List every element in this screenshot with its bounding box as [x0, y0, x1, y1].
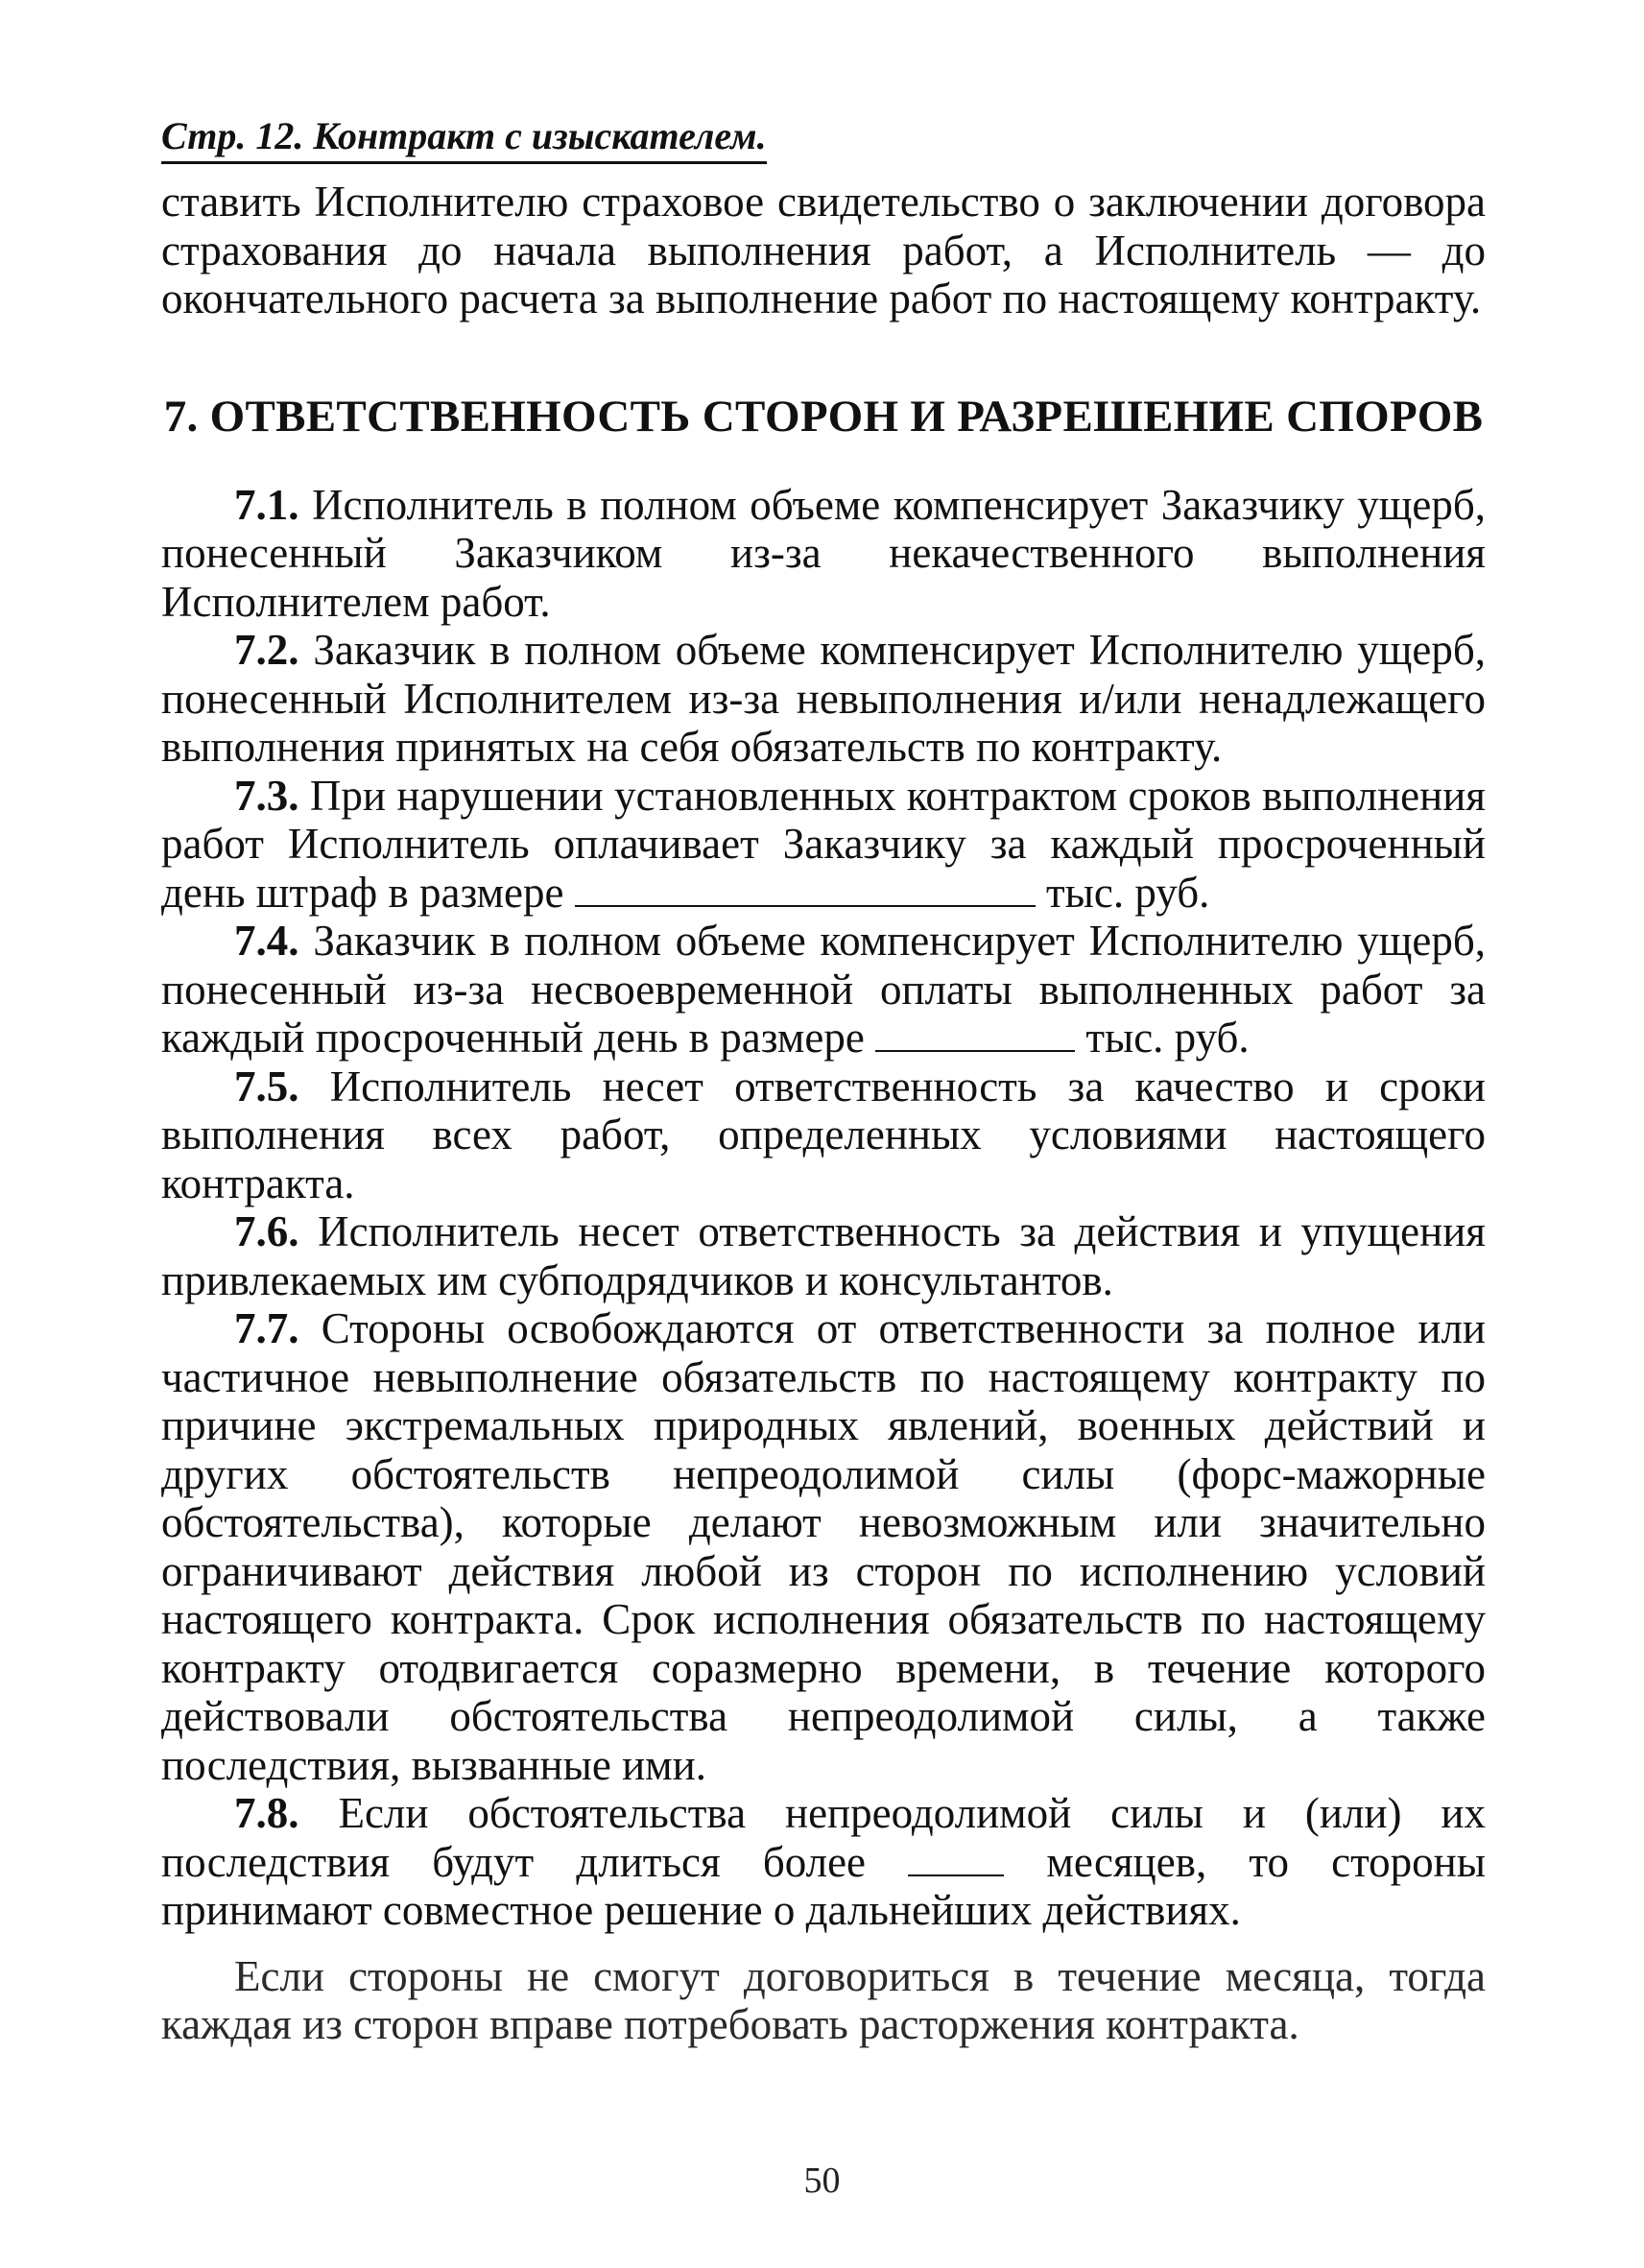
fill-in-blank-fine-amount: [575, 872, 1036, 907]
clause-7-8: [161, 1789, 1486, 1935]
clause-number: 7.8.: [234, 1789, 299, 1837]
section-heading: 7. ОТВЕТСТВЕННОСТЬ СТОРОН И РАЗРЕШЕНИЕ СПОРОВ: [163, 391, 1484, 442]
clause-text: Заказчик в полном объеме компенсирует Исполнителю ущерб, понесенный Исполнителем из-за невыполнения и/или ненадлежащего выполнения принятых на себя обязательств по контракту.: [161, 626, 1487, 771]
clause-7-6: [161, 1207, 1486, 1304]
clause-text-after: месяцев, то стороны принимают совместное решение о дальнейших действиях.: [161, 1837, 1487, 1934]
clause-text-after: тыс. руб.: [1085, 1014, 1250, 1062]
clause-number: 7.1.: [234, 480, 299, 529]
clause-text-after: тыс. руб.: [1046, 868, 1210, 917]
clause-7-5: [161, 1062, 1486, 1208]
clause-number: 7.6.: [234, 1207, 299, 1255]
document-page: [161, 113, 1486, 2049]
fill-in-blank-daily-amount: [875, 1017, 1075, 1052]
clause-7-4: [161, 917, 1486, 1062]
clause-7-2: [161, 626, 1486, 772]
clause-number: 7.4.: [234, 917, 299, 965]
clause-text: Исполнитель несет ответственность за действия и упущения привлекаемых им субподрядчиков и консультантов.: [161, 1207, 1486, 1304]
clause-number: 7.2.: [234, 626, 299, 674]
clause-text: При нарушении установленных контрактом сроков выполнения работ Исполнитель оплачивает Заказчику за каждый просроченный день штраф в размере: [161, 771, 1486, 917]
clause-text: Стороны освобождаются от ответственности за полное или частичное невыполнение обязательств по настоящему контракту по причине экстремальных природных явлений, военных действий и других обстоятельств непреодолимой силы (форс-мажорные обстоятельства), которые делают невозможным или значительно ограничивают действия любой из сторон по исполнению условий настоящего контракта. Срок исполнения обязательств по настоящему контракту отодвигается соразмерно времени, в течение которого действовали обстоятельства непреодолимой силы, а также последствия, вызванные ими.: [161, 1304, 1487, 1789]
clause-7-3: [161, 772, 1486, 918]
closing-paragraph: Если стороны не смогут договориться в течение месяца, тогда каждая из сторон вправе потребовать расторжения контракта.: [161, 1951, 1486, 2048]
running-header: Стр. 12. Контракт с изыскателем.: [161, 113, 767, 164]
lead-paragraph: ставить Исполнителю страховое свидетельство о заключении договора страхования до начала выполнения работ, а Исполнитель — до окончательного расчета за выполнение работ по настоящему контракту.: [161, 178, 1486, 322]
fill-in-blank-months: [908, 1842, 1004, 1876]
clause-text: Если обстоятельства непреодолимой силы и (или) их последствия будут длиться более: [161, 1789, 1486, 1886]
clause-text: Заказчик в полном объеме компенсирует Исполнителю ущерб, понесенный из-за несвоевременной оплаты выполненных работ за каждый просроченный день в размере: [161, 917, 1487, 1062]
clause-7-1: [161, 481, 1486, 627]
clause-number: 7.3.: [234, 771, 299, 820]
page-number: 50: [803, 2161, 841, 2201]
clause-text: Исполнитель несет ответственность за качество и сроки выполнения всех работ, определенных условиями настоящего контракта.: [161, 1062, 1486, 1207]
clause-text: Исполнитель в полном объеме компенсирует Заказчику ущерб, понесенный Заказчиком из-за некачественного выполнения Исполнителем работ.: [161, 480, 1487, 626]
clause-number: 7.5.: [234, 1062, 299, 1110]
clause-number: 7.7.: [234, 1304, 299, 1352]
clause-7-7: [161, 1304, 1486, 1789]
